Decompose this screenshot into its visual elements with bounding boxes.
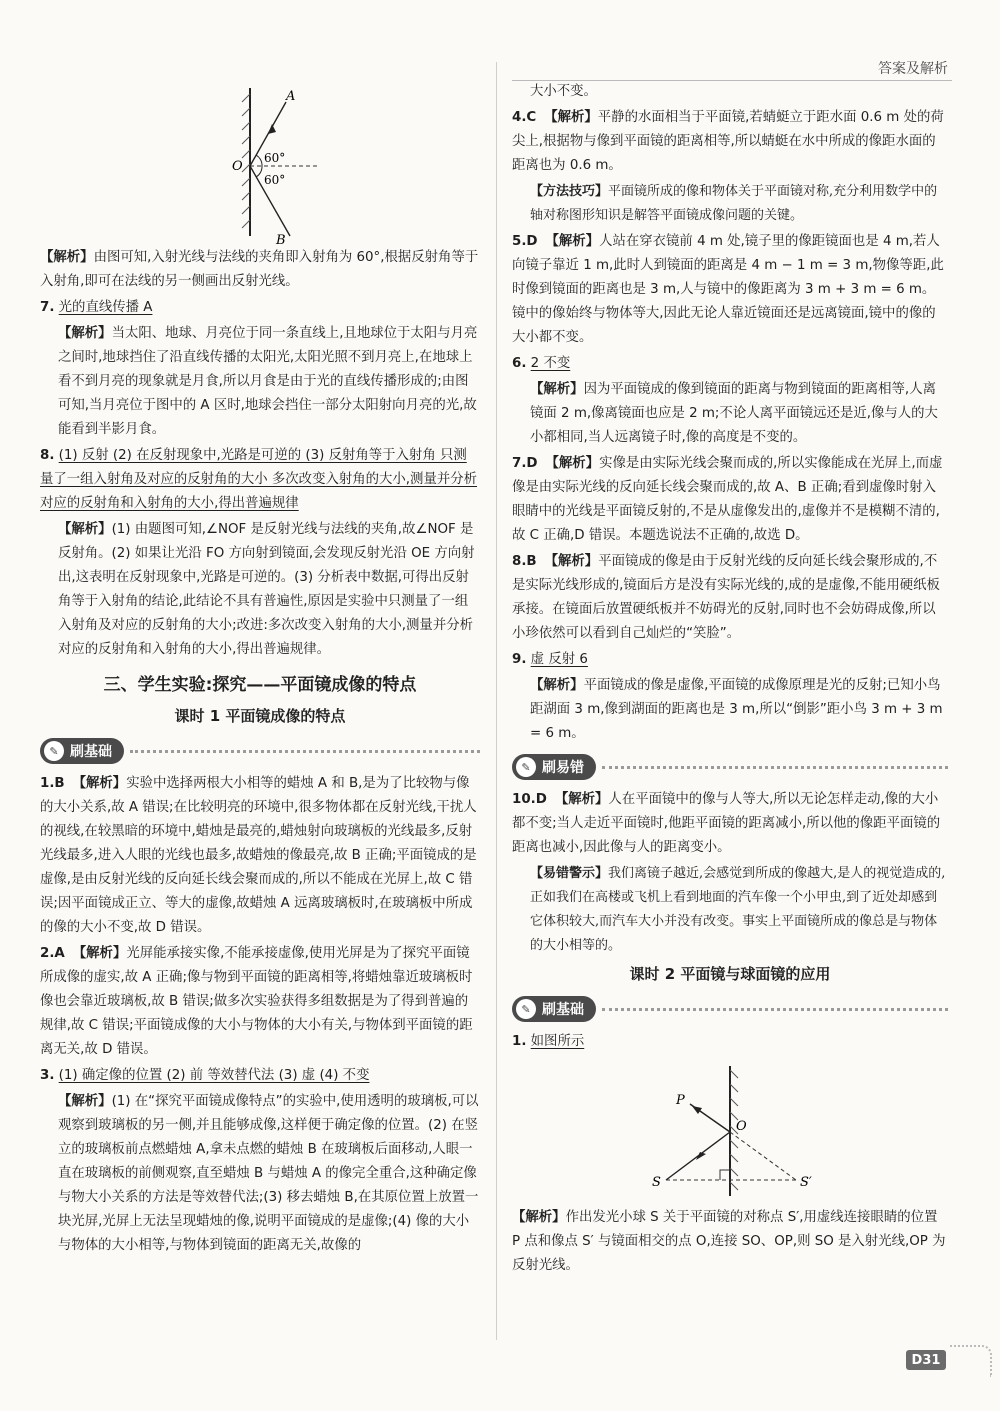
angle-arc-top [256,155,262,166]
reflected-arrow [692,1106,702,1114]
incident-arrow [268,124,276,134]
q1: 1.B 【解析】实验中选择两根大小相等的蜡烛 A 和 B,是为了比较物与像的大小关系,故 A 错误;在比较明亮的环境中,很多物体都在反射光线,干扰人的视线,在较黑暗的环境中,蜡烛是最亮的,蜡烛射向玻璃板的光线最多,反射光线最多,进入人眼的光线也最多,故蜡烛的像最亮,故 B 正确;平面镜成的是虚像,是由反射光线的反向延长线会聚而成的,所以不能成在光屏上,故 C 错误;因平面镜成正立、等大的虚像,故蜡烛 A 远离玻璃板时,在玻璃板中所成的像的大小不变,故 D 错误。 [40,776,477,935]
label-angle-top: 60° [264,151,286,165]
label-s-prime: S′ [800,1175,812,1190]
q9-explanation: 【解析】平面镜成的像是虚像,平面镜的成像原理是光的反射;已知小鸟距湖面 3 m,像到湖面的距离也是 3 m,所以“倒影”距小鸟 3 m + 3 m = 6 m。 [530,678,943,741]
header-section-label: 答案及解析 [878,61,948,77]
left-column [40,58,480,1260]
q2: 2.A 【解析】光屏能承接实像,不能承接虚像,使用光屏是为了探究平面镜所成像的虚实,故 A 正确;像与物到平面镜的距离相等,将蜡烛靠近玻璃板时像也会靠近玻璃板,故 B 错误;做多次实验获得多组数据是为了得到普遍的规律,故 C 错误;平面镜成像的大小与物体的大小有关,与物体到平面镜的距离无关,故 D 错误。 [40,946,473,1057]
q4-tip: 【方法技巧】平面镜所成的像和物体关于平面镜对称,充分利用数学中的轴对称图形知识是解答平面镜成像问题的关键。 [530,184,938,223]
item7-answer: 7. 光的直线传播 A [40,300,153,315]
label-o-2: O [736,1119,747,1134]
banner-basic: ✎ 刷基础 [40,736,480,766]
label-s: S [652,1175,661,1190]
page-number: D31 [906,1350,946,1370]
dashed-o-s2 [730,1132,796,1180]
item7-explanation: 【解析】当太阳、地球、月亮位于同一条直线上,且地球位于太阳与月亮之间时,地球挡住了沿直线传播的太阳光,太阳光照不到月亮上,在地球上看不到月亮的现象就是月食,所以月食是由于光的直线传播形成的;由图可知,当月亮位于图中的 A 区时,地球会挡住一部分太阳射向月亮的光,故能看到半影月食。 [58,326,478,437]
q3-continuation: 大小不变。 [530,84,597,99]
mirror [242,88,250,236]
lesson1-title: 课时 1 平面镜成像的特点 [174,707,346,725]
q6-answer: 6. 2 不变 [512,356,571,371]
item8-explanation: 【解析】(1) 由题图可知,∠NOF 是反射光线与法线的夹角,故∠NOF 是反射角。(2) 如果让光沿 FO 方向射到镜面,会发现反射光沿 OE 方向射出,这表明在反射现象中,光路是可逆的。(3) 分析表中数据,可得出反射角等于入射角的结论,此结论不具有普遍性,原因是实验中只测量了一组入射角及对应的反射角的大小;改进:多次改变入射角的大小,测量并分析对应的反射角和入射角的大小,得出普遍规律。 [58,522,475,657]
banner-basic-2: ✎ 刷基础 [512,994,948,1024]
item6-explanation: 【解析】由图可知,入射光线与法线的夹角即入射角为 60°,根据反射角等于入射角,即可在法线的另一侧画出反射光线。 [40,250,479,289]
reflection-figure [40,58,480,246]
q3-explanation: 【解析】(1) 在“探究平面镜成像特点”的实验中,使用透明的玻璃板,可以观察到玻璃板的另一侧,并且能够成像,这样便于确定像的位置。(2) 在竖立的玻璃板前点燃蜡烛 A,拿未点燃的蜡烛 B 在玻璃板后面移动,人眼一直在玻璃板的前侧观察,直至蜡烛 B 与蜡烛 A 的像完全重合,这种确定像与物大小关系的方法是等效替代法;(3) 移去蜡烛 B,在其原位置上放置一块光屏,光屏上无法呈现蜡烛的像,说明平面镜成的是虚像;(4) 像的大小与物体的大小相等,与物体到镜面的距离无关,故像的 [58,1094,479,1253]
pencil-icon: ✎ [516,757,536,777]
q9-answer: 9. 虚 反射 6 [512,652,588,667]
label-angle-bottom: 60° [264,173,286,187]
label-a: A [286,89,296,104]
angle-arc-bottom [256,166,262,177]
q4: 4.C 【解析】平静的水面相当于平面镜,若蜻蜓立于距水面 0.6 m 处的荷尖上,根据物与像到平面镜的距离相等,所以蜻蜓在水中所成的像距水面的距离也为 0.6 m。 [512,110,944,173]
q3-answer: 3. (1) 确定像的位置 (2) 前 等效替代法 (3) 虚 (4) 不变 [40,1068,370,1083]
column-divider [496,62,497,1340]
label-o: O [232,159,243,174]
q11-explanation: 【解析】作出发光小球 S 关于平面镜的对称点 S′,用虚线连接眼睛的位置 P 点和像点 S′ 与镜面相交的点 O,连接 SO、OP,则 SO 是入射光线,OP 为反射光线。 [512,1210,946,1273]
q10: 10.D 【解析】人在平面镜中的像与人等大,所以无论怎样走动,像的大小都不变;当人走近平面镜时,他距平面镜的距离减小,所以他的像距平面镜的距离也减小,因此像与人的距离变小。 [512,792,941,855]
q11-answer: 1. 如图所示 [512,1034,585,1049]
q7: 7.D 【解析】实像是由实际光线会聚而成的,所以实像能成在光屏上,而虚像是由实际光线的反向延长线会聚而成的,故 A、B 正确;看到虚像时射入眼睛中的光线是平面镜反射的,不是从虚像发出的,虚像并不是模糊不清的,故 C 正确,D 错误。本题选说法不正确的,故选 D。 [512,456,943,543]
pencil-icon: ✎ [516,999,536,1019]
q6-explanation: 【解析】因为平面镜成的像到镜面的距离与物到镜面的距离相等,人离镜面 2 m,像离镜面也应是 2 m;不论人离平面镜远还是近,像与人的大小都相同,当人远离镜子时,像的高度是不变的。 [530,382,938,445]
label-b: B [276,233,286,246]
section-title: 三、学生实验:探究——平面镜成像的特点 [103,675,417,695]
banner-error: ✎ 刷易错 [512,752,948,782]
label-p: P [676,1093,685,1108]
page-corner-decoration [950,1345,992,1377]
right-column [512,80,948,1280]
lesson2-title: 课时 2 平面镜与球面镜的应用 [629,965,831,983]
mirror-figure [512,1056,948,1206]
pencil-icon: ✎ [44,741,64,761]
right-angle-mark [720,1170,730,1180]
q5: 5.D 【解析】人站在穿衣镜前 4 m 处,镜子里的像距镜面也是 4 m,若人向镜子靠近 1 m,此时人到镜面的距离是 4 m − 1 m = 3 m,物像等距,此时像到镜面的距离也是 3 m,人与镜中的像距离为 3 m + 3 m = 6 m。镜中的像始终与物体等大,因此无论人靠近镜面还是远离镜面,镜中的像的大小都不变。 [512,234,944,345]
q10-tip: 【易错警示】我们离镜子越近,会感觉到所成的像越大,是人的视觉造成的,正如我们在高楼或飞机上看到地面的汽车像一个小甲虫,到了近处却感到它体积较大,而汽车大小并没有改变。事实上平面镜所成的像总是与物体的大小相等的。 [530,866,946,953]
q8: 8.B 【解析】平面镜成的像是由于反射光线的反向延长线会聚形成的,不是实际光线形成的,镜面后方是没有实际光线的,成的是虚像,不能用硬纸板承接。在镜面后放置硬纸板并不妨碍光的反射,同时也不会妨碍成像,所以小珍依然可以看到自己灿烂的“笑脸”。 [512,554,940,641]
item8-answer: 8. (1) 反射 (2) 在反射现象中,光路是可逆的 (3) 反射角等于入射角 只测量了一组入射角及对应的反射角的大小 多次改变入射角的大小,测量并分析对应的反射角和入射角的大小,得出普遍规律 [40,448,478,511]
